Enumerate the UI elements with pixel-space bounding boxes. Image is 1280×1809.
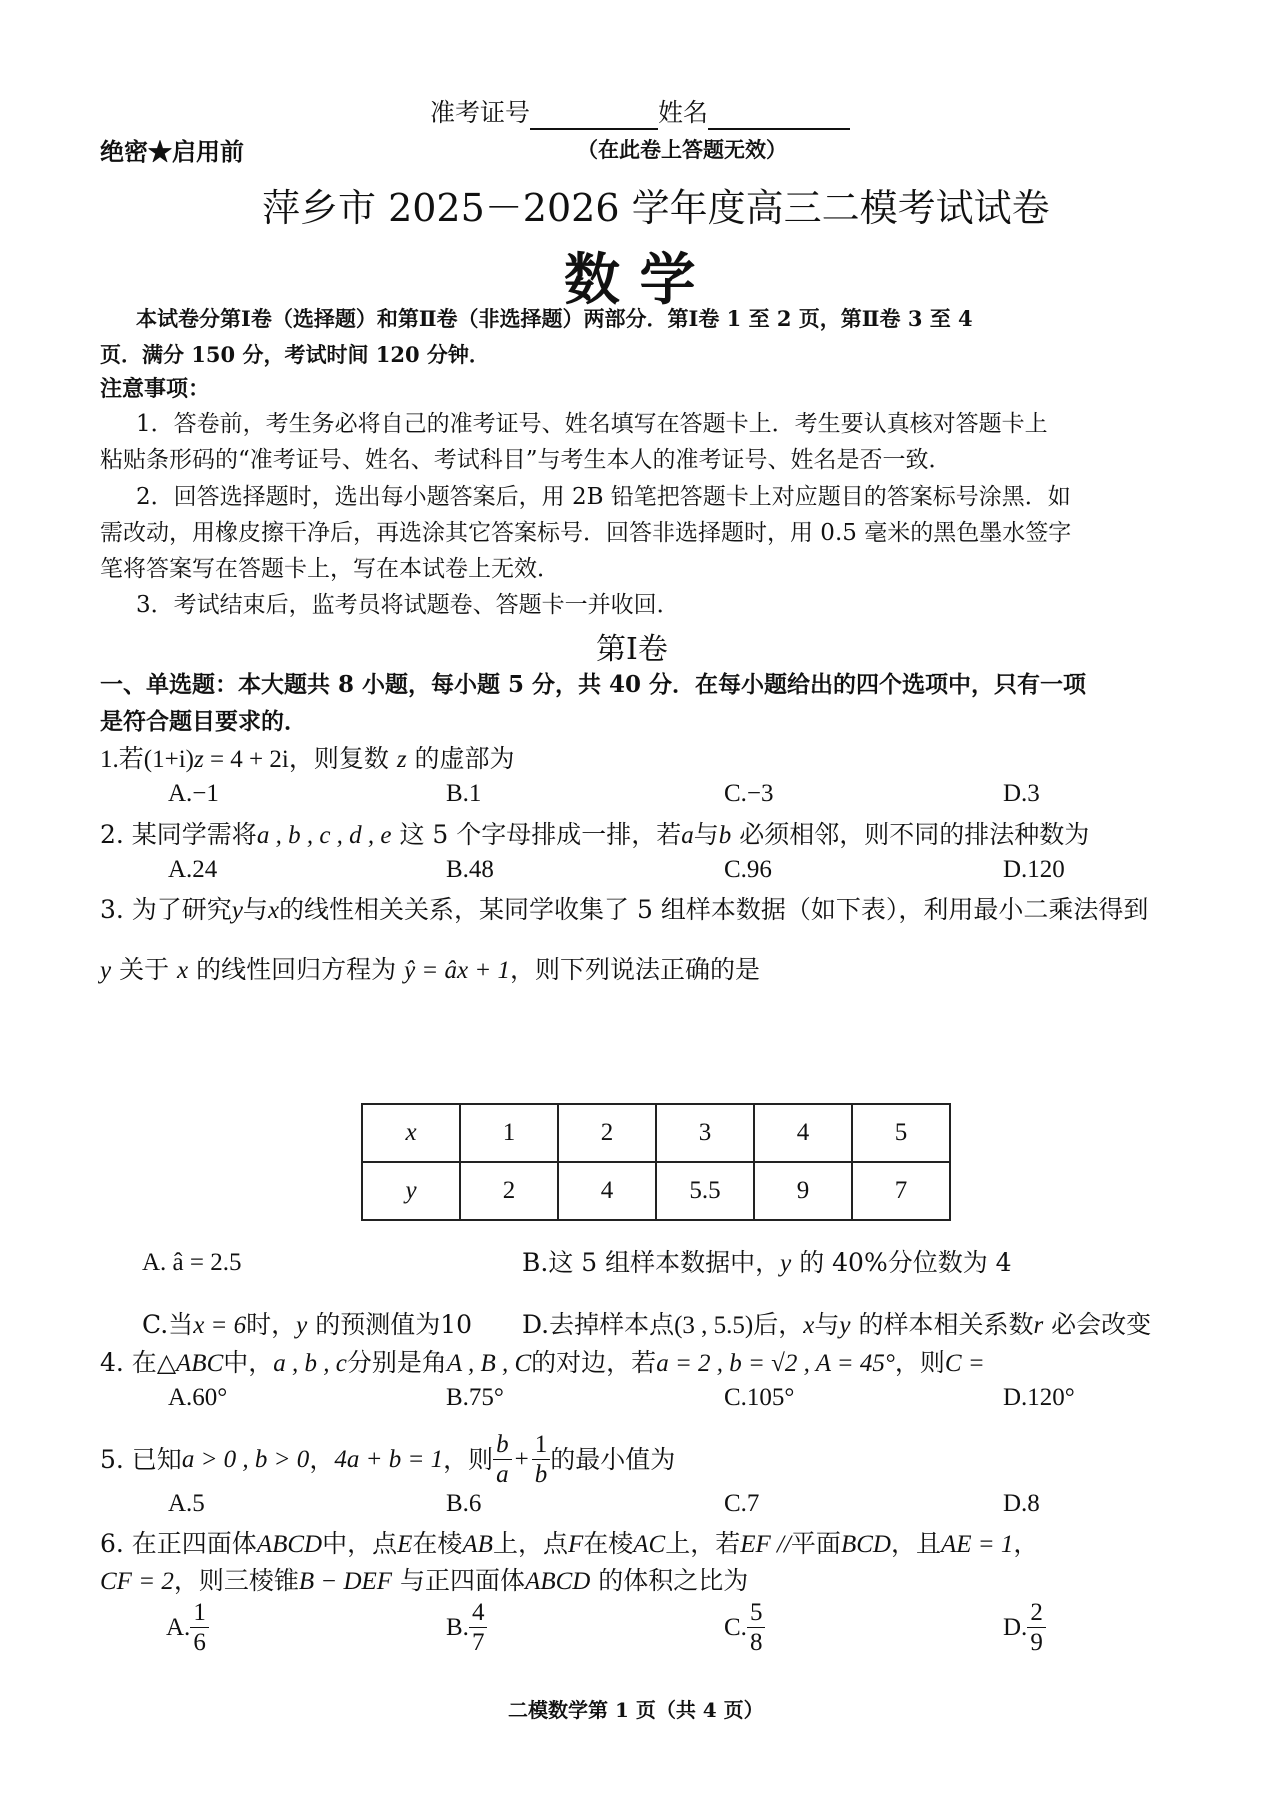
notice-item: 2．回答选择题时，选出每小题答案后，用 2B 铅笔把答题卡上对应题目的答案标号涂黑．如 (136, 484, 1071, 510)
option-d: D.120 (1003, 856, 1065, 883)
q-text: 上，点 (492, 1529, 568, 1558)
q-text: 后， (753, 1310, 804, 1339)
fraction-numerator: 2 (1027, 1600, 1046, 1628)
intro-line-2: 页．满分 150 分，考试时间 120 分钟． (100, 342, 490, 367)
q-math: a (681, 822, 694, 849)
q-math: a , b , c , d , e (256, 822, 392, 849)
q-text: ， (1013, 1529, 1039, 1558)
option-c: C.7 (724, 1490, 760, 1517)
question-6-cont (100, 1564, 748, 1599)
table-row (362, 1104, 950, 1162)
q-math: EF // (740, 1531, 791, 1558)
option-a: A.5 (168, 1490, 205, 1517)
q-math: r (1033, 1312, 1044, 1339)
q-text: 5. 已知 (100, 1444, 182, 1474)
q-text: 的 40%分位数为 4 (799, 1248, 1012, 1277)
q-math: ABCD (256, 1531, 323, 1558)
option-d: D.8 (1003, 1490, 1040, 1517)
table-cell: 1 (460, 1104, 558, 1162)
fraction-denominator: b (534, 1461, 548, 1488)
option-b: B.75° (446, 1384, 504, 1411)
q-text: 的线性回归方程为 (196, 955, 397, 984)
q-text: 的对边，若 (531, 1348, 657, 1377)
q-text: B.这 5 组样本数据中， (522, 1248, 781, 1277)
q-text: 时， (246, 1310, 297, 1339)
table-cell: 7 (852, 1162, 950, 1220)
table-cell: 5 (852, 1104, 950, 1162)
q-text: 3. 为了研究 (100, 895, 232, 924)
fraction (532, 1432, 551, 1487)
option-c (142, 1308, 472, 1343)
q-text: 在棱 (583, 1529, 634, 1558)
name-label: 姓名 (658, 98, 709, 127)
fraction (469, 1600, 488, 1655)
q-math: ABCD (525, 1568, 591, 1595)
fraction-denominator: a (496, 1461, 509, 1488)
notice-item: 笔将答案写在答题卡上，写在本试卷上无效． (100, 556, 560, 582)
option-label: B. (446, 1613, 469, 1641)
q-text: ， (309, 1444, 335, 1474)
notice-item: 3．考试结束后，监考员将试题卷、答题卡一并收回． (136, 592, 680, 618)
option-label: A. (166, 1613, 191, 1641)
q-math: y (296, 1312, 308, 1339)
exam-id-blank (530, 102, 658, 130)
data-table (361, 1103, 951, 1221)
question-6 (100, 1527, 1038, 1562)
option-a (166, 1600, 209, 1655)
table-cell: 5.5 (656, 1162, 754, 1220)
option-d: D.3 (1003, 780, 1040, 807)
q-math: △ABC (156, 1350, 224, 1377)
option-c: C.105° (724, 1384, 795, 1411)
option-c (724, 1600, 765, 1655)
q-text: 平面 (790, 1529, 841, 1558)
q-text: 的样本相关系数 (858, 1310, 1034, 1339)
table-cell: 9 (754, 1162, 852, 1220)
notice-item: 粘贴条形码的“准考证号、姓名、考试科目”与考生本人的准考证号、姓名是否一致． (100, 447, 952, 473)
option-b (522, 1246, 1012, 1281)
q-math: y (839, 1312, 851, 1339)
q-text: 必须相邻，则不同的排法种数为 (739, 820, 1090, 849)
option-d (1003, 1600, 1046, 1655)
notice-item: 1．答卷前，考生务必将自己的准考证号、姓名填写在答题卡上．考生要认真核对答题卡上 (136, 411, 1048, 437)
page-footer: 二模数学第 1 页（共 4 页） (508, 1698, 764, 1722)
q-text: ，则下列说法正确的是 (510, 955, 761, 984)
q-math: y (100, 957, 112, 984)
q-text: ，则 (443, 1444, 494, 1474)
q-text: 在棱 (412, 1529, 463, 1558)
question-number: 1. (100, 746, 119, 773)
option-c: C.96 (724, 856, 772, 883)
option-d: D.120° (1003, 1384, 1075, 1411)
option-a: A.24 (168, 856, 218, 883)
q-text: 6. 在正四面体 (100, 1529, 257, 1558)
q-math: B − DEF (298, 1568, 393, 1595)
q-math: A , B , C (446, 1350, 532, 1377)
notice-item: 需改动，用橡皮擦干净后，再选涂其它答案标号．回答非选择题时，用 0.5 毫米的黑色墨水签字 (100, 520, 1072, 546)
question-4 (100, 1346, 985, 1381)
q-math: y (231, 897, 243, 924)
q-text: 分别是角 (346, 1348, 447, 1377)
table-cell: 4 (558, 1162, 656, 1220)
q-math: z (193, 746, 204, 773)
q-math: = 4 + 2i (203, 746, 289, 773)
notice-heading: 注意事项： (100, 376, 211, 402)
regression-equation: ŷ = âx + 1 (404, 957, 510, 984)
q-text: 的体积之比为 (598, 1566, 749, 1595)
section-heading-line-1: 一、单选题：本大题共 8 小题，每小题 5 分，共 40 分．在每小题给出的四个选项中，只有一项 (100, 671, 1087, 698)
q-math: z (396, 746, 407, 773)
q-math: x = 6 (193, 1312, 247, 1339)
option-b (446, 1600, 487, 1655)
section-heading-line-2: 是符合题目要求的． (100, 708, 307, 735)
option-d (522, 1308, 1151, 1343)
exam-id-label: 准考证号 (430, 98, 531, 127)
q-text: 2. 某同学需将 (100, 820, 257, 849)
subject-title: 数 学 (564, 248, 696, 313)
q-text: ，则 (894, 1348, 945, 1377)
q-text: C.当 (142, 1310, 194, 1339)
option-a: A.−1 (168, 780, 219, 807)
q-math: CF = 2 (100, 1568, 174, 1595)
q-text: 的预测值为10 (315, 1310, 473, 1339)
q-text: 的线性相关关系，某同学收集了 5 组样本数据（如下表），利用最小二乘法得到 (279, 895, 1149, 924)
q-math: (1+i) (143, 746, 194, 773)
fraction-numerator: 1 (190, 1600, 209, 1628)
q-text: ，则复数 (288, 744, 389, 773)
option-b: B.6 (446, 1490, 482, 1517)
fraction-denominator: 7 (471, 1629, 485, 1656)
table-header-cell: x (362, 1104, 460, 1162)
q-math: a = 2 , b = √2 , A = 45° (656, 1350, 895, 1377)
q-math: x (177, 957, 189, 984)
q-text: 与 (814, 1310, 840, 1339)
page-title: 萍乡市 2025－2026 学年度高三二模考试试卷 (262, 186, 1050, 230)
q-math: AC (633, 1531, 666, 1558)
q-math: (3 , 5.5) (674, 1312, 754, 1339)
q-text: D.去掉样本点 (522, 1310, 675, 1339)
q-math: BCD (840, 1531, 891, 1558)
fraction-numerator: 4 (469, 1600, 488, 1628)
q-text: 的虚部为 (414, 744, 515, 773)
option-a: A.60° (168, 1384, 228, 1411)
fraction (1027, 1600, 1046, 1655)
name-blank (708, 102, 850, 130)
option-a: A. â = 2.5 (142, 1249, 242, 1276)
question-5 (100, 1432, 675, 1487)
fraction-numerator: b (493, 1432, 512, 1460)
question-2 (100, 818, 1089, 853)
fraction-numerator: 1 (532, 1432, 551, 1460)
q-math: F (567, 1531, 584, 1558)
table-cell: 3 (656, 1104, 754, 1162)
q-text: 若 (118, 744, 144, 773)
table-header-cell: y (362, 1162, 460, 1220)
confidential-mark: 绝密★启用前 (100, 137, 244, 166)
part-title: 第Ⅰ卷 (596, 632, 668, 667)
q-text: 中，点 (322, 1529, 398, 1558)
q-math: a > 0 , b > 0 (181, 1445, 310, 1473)
data-table-grid (361, 1103, 951, 1221)
q-math: 4a + b = 1 (334, 1445, 444, 1473)
q-text: 的最小值为 (550, 1444, 676, 1474)
table-cell: 4 (754, 1104, 852, 1162)
option-b: B.48 (446, 856, 494, 883)
question-3 (100, 893, 1148, 928)
q-math: x (267, 897, 280, 924)
invalid-note: （在此卷上答题无效） (577, 137, 787, 162)
q-text: 中， (223, 1348, 274, 1377)
fraction-denominator: 6 (193, 1629, 206, 1656)
fraction-numerator: 5 (747, 1600, 766, 1628)
q-text: 上，若 (665, 1529, 741, 1558)
exam-id-field (430, 96, 850, 130)
option-label: D. (1003, 1613, 1028, 1641)
table-row (362, 1162, 950, 1220)
fraction-denominator: 9 (1030, 1629, 1043, 1656)
q-text: 与 (242, 895, 268, 924)
q-math: C = (944, 1350, 985, 1377)
option-b: B.1 (446, 780, 482, 807)
fraction (190, 1600, 209, 1655)
q-text: 关于 (119, 955, 170, 984)
q-text: 这 5 个字母排成一排，若 (399, 820, 682, 849)
q-text: 与正四面体 (400, 1566, 526, 1595)
q-math: AE = 1 (940, 1531, 1014, 1558)
q-math: x (803, 1312, 815, 1339)
q-math: E (397, 1531, 413, 1558)
fraction (747, 1600, 766, 1655)
fraction (493, 1432, 512, 1487)
fraction-denominator: 8 (749, 1629, 763, 1656)
q-math: y (780, 1250, 792, 1277)
q-text: 必会改变 (1051, 1310, 1152, 1339)
question-3-cont (100, 953, 760, 988)
q-text: 与 (693, 820, 719, 849)
q-math: + (514, 1445, 529, 1473)
table-cell: 2 (460, 1162, 558, 1220)
q-math: b (718, 822, 732, 849)
table-cell: 2 (558, 1104, 656, 1162)
q-math: a , b , c (273, 1350, 347, 1377)
option-c: C.−3 (724, 780, 774, 807)
q-math: AB (462, 1531, 493, 1558)
intro-line-1: 本试卷分第Ⅰ卷（选择题）和第Ⅱ卷（非选择题）两部分．第Ⅰ卷 1 至 2 页，第Ⅱ卷 3 至 4 (136, 306, 973, 331)
question-1 (100, 742, 515, 777)
q-text: 4. 在 (100, 1348, 157, 1377)
option-label: C. (724, 1613, 747, 1641)
q-text: ，则三棱锥 (173, 1566, 299, 1595)
q-text: ，且 (890, 1529, 941, 1558)
